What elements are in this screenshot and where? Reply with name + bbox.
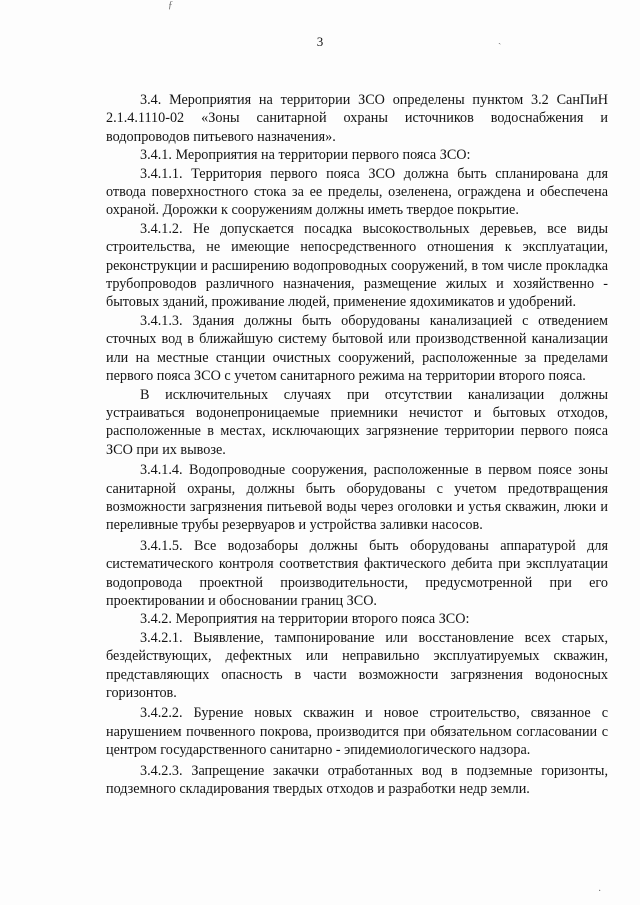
page-number: 3 — [316, 34, 324, 49]
paragraph-3-4-2-1: 3.4.2.1. Выявление, тампонирование или восстановление всех старых, бездействующих, дефектных или неправильно эксплуатируемых скважин, представляющих опасность в части возможности загрязнения водоносных горизонтов. — [106, 629, 608, 701]
document-body — [106, 91, 608, 798]
paragraph-3-4-2-3: 3.4.2.3. Запрещение закачки отработанных вод в подземные горизонты, подземного складирования твердых отходов и разработки недр земли. — [106, 762, 608, 798]
paragraph-3-4-2-2: 3.4.2.2. Бурение новых скважин и новое строительство, связанное с нарушением почвенного покрова, производится при обязательном согласовании с центром государственного санитарно - эпидемиологического надзора. — [106, 705, 608, 759]
paragraph-exceptional-cases: В исключительных случаях при отсутствии канализации должны устраиваться водонепроницаемые приемники нечистот и бытовых отходов, расположенные в местах, исключающих загрязнение территории первого пояса ЗСО при их вывозе. — [106, 386, 608, 458]
scan-mark-top-left: ƒ — [168, 0, 173, 11]
paragraph-3-4-1-4: 3.4.1.4. Водопроводные сооружения, расположенные в первом поясе зоны санитарной охраны, должны быть оборудованы с учетом предотвращения возможности загрязнения питьевой воды через оголовки и устья скважин, люки и переливные трубы резервуаров и устройства заливки насосов. — [106, 462, 608, 534]
paragraph-3-4-1-3: 3.4.1.3. Здания должны быть оборудованы канализацией с отведением сточных вод в ближайшую систему бытовой или производственной канализации или на местные станции очистных сооружений, расположенные за пределами первого пояса ЗСО с учетом санитарного режима на территории второго пояса. — [106, 312, 608, 385]
paragraph-3-4: 3.4. Мероприятия на территории ЗСО определены пунктом 3.2 СанПиН 2.1.4.1110-02 «Зоны санитарной охраны источников водоснабжения и водопроводов питьевого назначения». — [106, 92, 608, 145]
heading-3-4-2: 3.4.2. Мероприятия на территории второго пояса ЗСО: — [140, 611, 470, 628]
scan-mark-bottom-right: · — [598, 886, 602, 897]
paragraph-3-4-1-2: 3.4.1.2. Не допускается посадка высокоствольных деревьев, все виды строительства, не имеющие непосредственного отношения к эксплуатации, реконструкции и расширению водопроводных сооружений, в том числе прокладка трубопроводов различного назначения, размещение жилых и хозяйственно - бытовых зданий, проживание людей, применение ядохимикатов и удобрений. — [106, 220, 608, 311]
scan-mark-top-right: ˎ — [498, 34, 502, 45]
heading-3-4-1: 3.4.1. Мероприятия на территории первого пояса ЗСО: — [140, 147, 471, 164]
paragraph-3-4-1-5: 3.4.1.5. Все водозаборы должны быть оборудованы аппаратурой для систематического контроля соответствия фактического дебита при эксплуатации водопровода проектной производительности, предусмотренной при его проектировании и обосновании границ ЗСО. — [106, 537, 608, 609]
paragraph-3-4-1-1: 3.4.1.1. Территория первого пояса ЗСО должна быть спланирована для отвода поверхностного стока за ее пределы, озеленена, ограждена и обеспечена охраной. Дорожки к сооружениям должны иметь твердое покрытие. — [106, 165, 608, 219]
